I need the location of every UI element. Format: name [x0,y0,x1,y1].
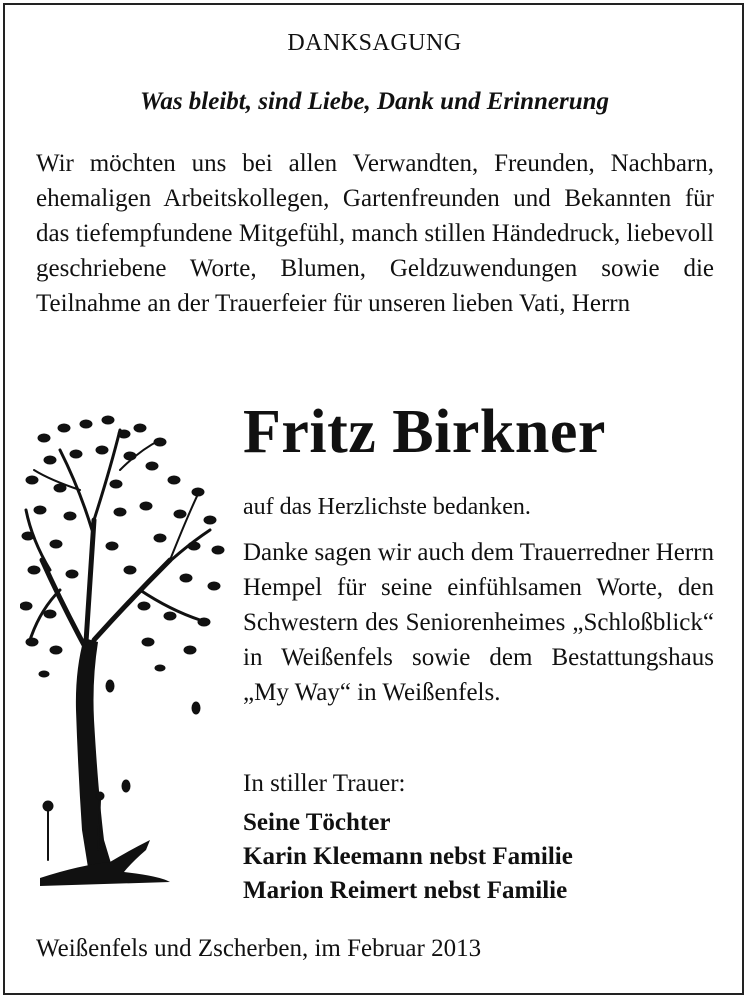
notice-heading: DANKSAGUNG [287,30,462,56]
thanks-line: auf das Herzlichste bedanken. [243,494,531,520]
deceased-name: Fritz Birkner [243,398,606,466]
place-date-footer: Weißenfels und Zscherben, im Februar 2013 [36,935,482,962]
signer: Marion Reimert nebst Familie [243,877,568,904]
notice-motto: Was bleibt, sind Liebe, Dank und Erinnerung [139,88,610,115]
signer: Seine Töchter [243,809,391,836]
closing-line: In stiller Trauer: [243,770,406,797]
thanks-paragraph: Danke sagen wir auch dem Trauerredner Herrn Hempel für seine einfühlsamen Worte, den Schwestern des Seniorenheimes „Schloßblick“ in Weißenfels sowie dem Bestattungshaus „My Way“ in Weißenfels. [243,539,714,706]
signer: Karin Kleemann nebst Familie [243,843,573,870]
intro-paragraph: Wir möchten uns bei allen Verwandten, Freunden, Nachbarn, ehemaligen Arbeitskollegen, Gartenfreunden und Bekannten für das tiefempfundene Mitgefühl, manch stillen Händedruck, liebevoll geschriebene Worte, Blumen, Geldzuwendungen sowie die Teilnahme an der Trauerfeier für unseren lieben Vati, Herrn [36,150,714,317]
tree-silhouette-icon [20,410,230,890]
signers-list [243,806,573,908]
